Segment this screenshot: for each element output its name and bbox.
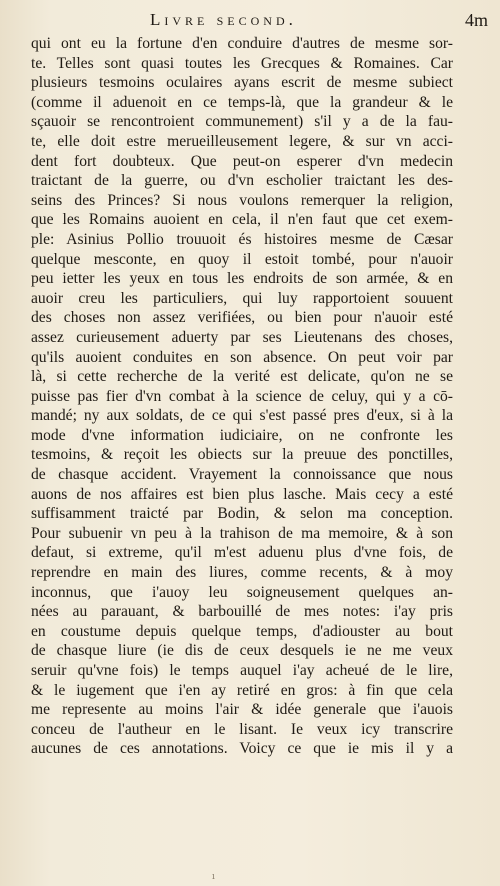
text-line: mode d'vne information iudiciaire, on ne confronte les	[31, 426, 453, 444]
text-line: te. Telles sont quasi toutes les Grecques & Romaines. Car	[31, 54, 453, 72]
text-line: auoir creu les particuliers, qui luy rapportoient souuent	[31, 289, 453, 307]
text-line: seruir qu'vne fois) le temps auquel i'ay acheué de le lire,	[31, 662, 453, 679]
text-line: & le iugement que i'en ay retiré en gros: à fin que cela	[31, 681, 453, 699]
text-line: des choses non assez verifiées, ou bien pour n'auoir esté	[31, 309, 453, 327]
text-line: te, elle doit estre merueilleusement legere, & sur vn acci-	[31, 132, 453, 150]
text-line: seins des Princes? Si nous voulons remerquer la religion,	[31, 191, 453, 209]
text-line: de chasque liure (ie dis de ceux desquels ie ne me veux	[31, 642, 453, 660]
body-text	[31, 34, 453, 759]
footer-mark-icon: ı	[212, 872, 215, 882]
text-line: que les Romains auoient en cela, il n'en faut que cet exem-	[31, 211, 453, 229]
text-line: en coustume depuis quelque temps, d'adiouster au bout	[31, 622, 453, 640]
page-number: 4m	[464, 10, 488, 30]
text-line: mandé; ny aux soldats, de ce qui s'est passé pres d'eux, si à la	[31, 407, 453, 425]
text-line: de chasque accident. Vrayement la connoissance que nous	[31, 466, 453, 484]
text-line: nées au parauant, & barbouillé de mes notes: i'ay pris	[31, 603, 453, 621]
text-line: defaut, si extreme, qu'il m'est aduenu plus d'vne fois, de	[31, 544, 453, 562]
text-line: ple: Asinius Pollio trouuoit és histoires mesme de Cæsar	[31, 230, 453, 248]
text-line: plusieurs tesmoins oculaires ayans escrit de mesme subiect	[31, 74, 453, 92]
text-line: assez curieusement aduerty par ses Lieutenans des choses,	[31, 328, 453, 346]
text-line: Pour subuenir vn peu à la trahison de ma memoire, & à son	[31, 524, 453, 542]
page-header	[0, 8, 500, 34]
text-line: traictant de la guerre, ou d'vn escholier traictant les des-	[31, 172, 453, 190]
text-line: suffisamment traicté par Bodin, & selon ma conception.	[31, 505, 453, 523]
text-line: inconnus, que i'auoy leu soigneusement quelques an-	[31, 583, 453, 601]
running-head: Livre second.	[150, 10, 297, 29]
text-line: conceu de l'autheur en le lisant. Ie veux icy transcrire	[31, 720, 453, 738]
text-line: puisse pas fier d'vn combat à la science de celuy, qui y a cō-	[31, 387, 453, 405]
text-line: quelque mesconte, en quoy il estoit tombé, pour n'auoir	[31, 250, 453, 268]
text-line: sçauoir se rencontroient communement) s'il y a de la fau-	[31, 113, 453, 131]
text-line: aucunes de ces annotations. Voicy ce que ie mis il y a	[31, 740, 453, 758]
text-line: dent fort doubteux. Que peut-on esperer d'vn medecin	[31, 152, 453, 170]
text-line: qui ont eu la fortune d'en conduire d'autres de mesme sor-	[31, 35, 453, 52]
text-line: tesmoins, & reçoit les obiects sur la preuue des ponctilles,	[31, 446, 453, 464]
text-line: peu ietter les yeux en tous les endroits de son armée, & en	[31, 270, 453, 288]
text-line: (comme il aduenoit en ce temps-là, que la grandeur & le	[31, 93, 453, 111]
text-line: qu'ils auoient conduites en son absence. On peut voir par	[31, 348, 453, 366]
text-line: là, si cette recherche de la verité est delicate, qu'on ne se	[31, 368, 453, 386]
text-line: auons de nos affaires est bien plus lasche. Mais cecy a esté	[31, 485, 453, 503]
text-line: reprendre en main des liures, comme recents, & à moy	[31, 564, 453, 582]
text-line: me represente au moins l'air & idée generale que i'auois	[31, 701, 453, 719]
